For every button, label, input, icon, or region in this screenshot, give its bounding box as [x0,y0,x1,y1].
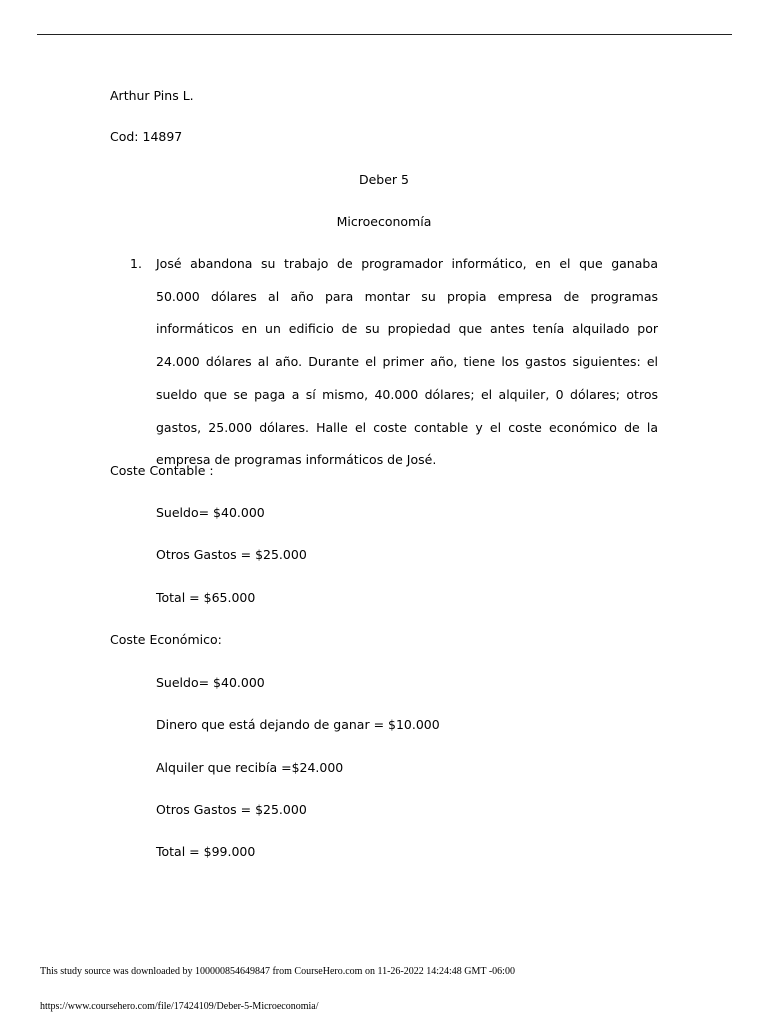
source-url[interactable]: https://www.coursehero.com/file/17424109/Deber-5-Microeconomia/ [40,1001,319,1012]
top-rule [37,34,732,35]
economic-cost-heading: Coste Económico: [110,632,222,647]
question-text: José abandona su trabajo de programador informático, en el que ganaba 50.000 dólares al año para montar su propia empresa de programas informáticos en un edificio de su propiedad que antes tenía alquilado por 24.000 dólares al año. Durante el primer año, tiene los gastos siguientes: el sueldo que se paga a sí mismo, 40.000 dólares; el alquiler, 0 dólares; otros gastos, 25.000 dólares. Halle el coste contable y el coste económico de la empresa de programas informáticos de José. [156,256,658,468]
economic-cost-forgone: Dinero que está dejando de ganar = $10.000 [156,717,440,732]
accounting-cost-other: Otros Gastos = $25.000 [156,547,307,562]
question-number: 1. [130,256,142,271]
economic-cost-total: Total = $99.000 [156,844,256,859]
accounting-cost-salary: Sueldo= $40.000 [156,505,265,520]
download-notice: This study source was downloaded by 100000854649847 from CourseHero.com on 11-26-2022 14:24:48 GMT -06:00 [40,966,515,977]
economic-cost-other: Otros Gastos = $25.000 [156,802,307,817]
assignment-title: Deber 5 [358,172,409,187]
economic-cost-salary: Sueldo= $40.000 [156,675,265,690]
student-code: Cod: 14897 [110,129,183,144]
author-name: Arthur Pins L. [110,88,194,103]
accounting-cost-total: Total = $65.000 [156,590,256,605]
economic-cost-rent: Alquiler que recibía =$24.000 [156,760,344,775]
accounting-cost-heading: Coste Contable : [110,463,214,478]
subject-title: Microeconomía [336,214,432,229]
